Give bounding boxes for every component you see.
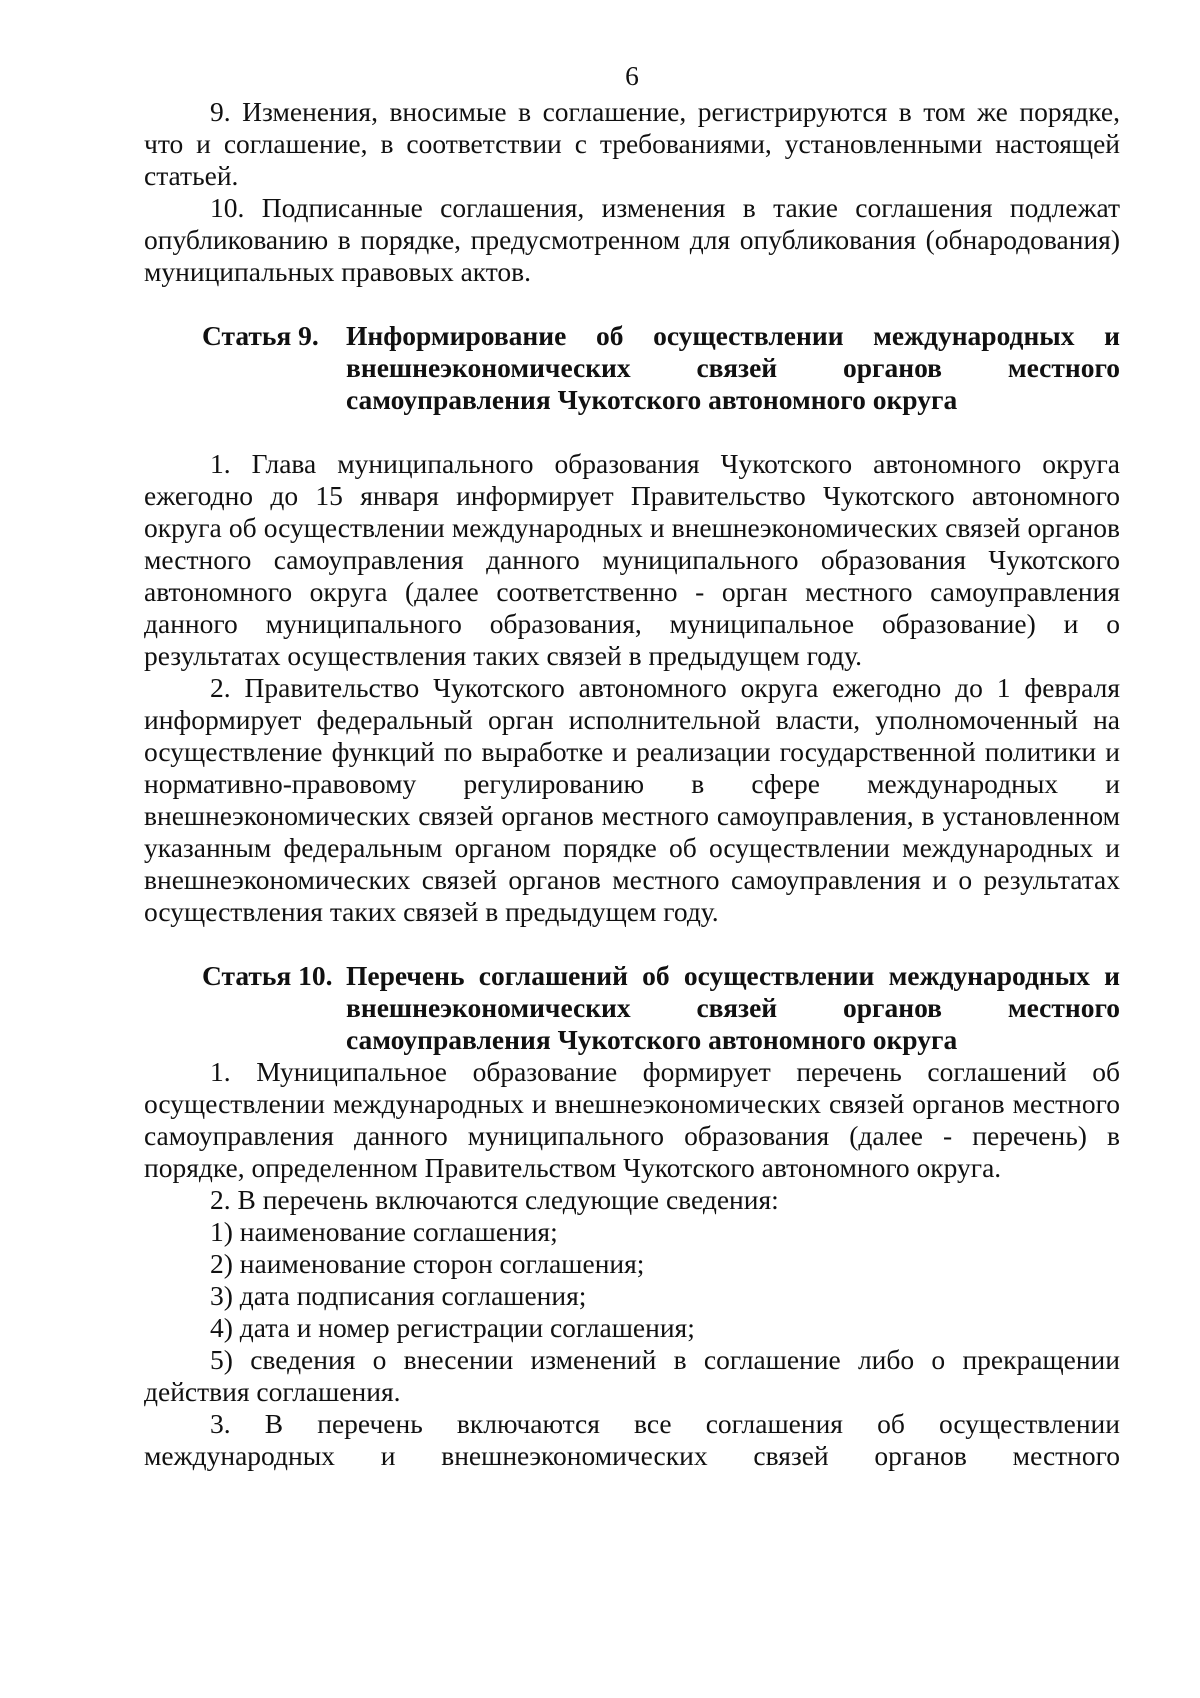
article-10-paragraph-3: 3. В перечень включаются все соглашения об осуществлении международных и внешнеэкономических связей органов местного bbox=[144, 1408, 1120, 1471]
article-9-paragraph-1: 1. Глава муниципального образования Чукотского автономного округа ежегодно до 15 января информирует Правительство Чукотского автономного округа об осуществлении международных и внешнеэкономических связей органов местного самоуправления данного муниципального образования Чукотского автономного округа (далее соответственно - орган местного самоуправления данного муниципального образования, муниципальное образование) и о результатах осуществления таких связей в предыдущем году. bbox=[144, 448, 1120, 671]
article-10-paragraph-2: 2. В перечень включаются следующие сведения: bbox=[210, 1184, 779, 1215]
spacer bbox=[144, 928, 1120, 960]
article-10-list-item-4: 4) дата и номер регистрации соглашения; bbox=[210, 1312, 695, 1343]
article-10-title: Перечень соглашений об осуществлении международных и внешнеэкономических связей органов местного самоуправления Чукотского автономного округа bbox=[346, 960, 1120, 1055]
document-page bbox=[144, 60, 1120, 1472]
article-10-list-item-3: 3) дата подписания соглашения; bbox=[210, 1280, 587, 1311]
article-10-label: Статья 10. bbox=[202, 960, 333, 991]
spacer bbox=[144, 416, 1120, 448]
paragraph-10: 10. Подписанные соглашения, изменения в такие соглашения подлежат опубликованию в порядке, предусмотренном для опубликования (обнародования) муниципальных правовых актов. bbox=[144, 192, 1120, 287]
article-9-title: Информирование об осуществлении международных и внешнеэкономических связей органов местного самоуправления Чукотского автономного округа bbox=[346, 320, 1120, 415]
article-9-label: Статья 9. bbox=[202, 320, 319, 351]
article-9-heading bbox=[144, 320, 1120, 416]
article-10-list-item-1: 1) наименование соглашения; bbox=[210, 1216, 558, 1247]
article-10-paragraph-1: 1. Муниципальное образование формирует перечень соглашений об осуществлении международных и внешнеэкономических связей органов местного самоуправления данного муниципального образования (далее - перечень) в порядке, определенном Правительством Чукотского автономного округа. bbox=[144, 1056, 1120, 1183]
spacer bbox=[144, 288, 1120, 320]
article-9-paragraph-2: 2. Правительство Чукотского автономного округа ежегодно до 1 февраля информирует федеральный орган исполнительной власти, уполномоченный на осуществление функций по выработке и реализации государственной политики и нормативно-правовому регулированию в сфере международных и внешнеэкономических связей органов местного самоуправления, в установленном указанным федеральным органом порядке об осуществлении международных и внешнеэкономических связей органов местного самоуправления и о результатах осуществления таких связей в предыдущем году. bbox=[144, 672, 1120, 927]
article-10-list-item-5: 5) сведения о внесении изменений в соглашение либо о прекращении действия соглашения. bbox=[144, 1344, 1120, 1407]
page-number: 6 bbox=[625, 60, 639, 91]
article-10-list-item-2: 2) наименование сторон соглашения; bbox=[210, 1248, 645, 1279]
paragraph-9: 9. Изменения, вносимые в соглашение, регистрируются в том же порядке, что и соглашение, в соответствии с требованиями, установленными настоящей статьей. bbox=[144, 96, 1120, 191]
article-10-heading bbox=[144, 960, 1120, 1056]
